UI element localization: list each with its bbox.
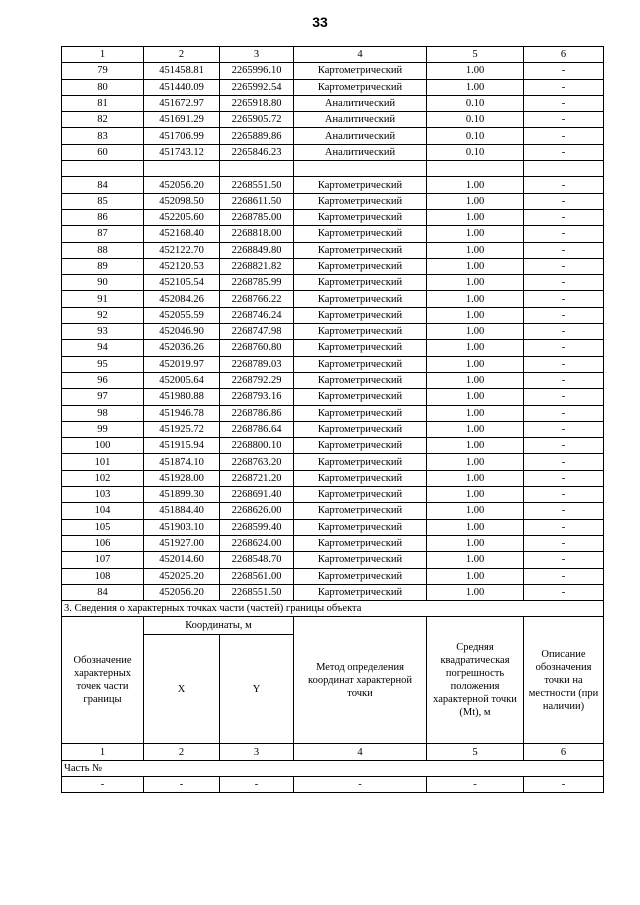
y-coordinate-cell: 2268551.50: [220, 177, 294, 193]
column-number-cell: 6: [524, 47, 604, 63]
table-row: [62, 324, 604, 340]
part-row: [62, 760, 604, 776]
x-coordinate-cell: 452098.50: [144, 193, 220, 209]
column-number-cell: 2: [144, 47, 220, 63]
column-number-row: [62, 744, 604, 760]
column-number-cell: 3: [220, 744, 294, 760]
page-number: 33: [312, 14, 328, 30]
empty-cell: [144, 161, 220, 177]
accuracy-cell: 1.00: [427, 79, 524, 95]
y-coordinate-cell: 2265905.72: [220, 112, 294, 128]
x-coordinate-cell: 451874.10: [144, 454, 220, 470]
method-cell: Картометрический: [294, 258, 427, 274]
point-number-cell: 86: [62, 209, 144, 225]
method-cell: Картометрический: [294, 63, 427, 79]
table-row: [62, 144, 604, 160]
y-coordinate-cell: 2265846.23: [220, 144, 294, 160]
description-cell: -: [524, 372, 604, 388]
designation-header: Обозначение характерных точек части границы: [62, 617, 144, 744]
accuracy-cell: 1.00: [427, 242, 524, 258]
accuracy-cell: 1.00: [427, 552, 524, 568]
y-coordinate-cell: 2268747.98: [220, 324, 294, 340]
table-row: [62, 470, 604, 486]
table-row: [62, 584, 604, 600]
description-cell: -: [524, 535, 604, 551]
description-cell: -: [524, 503, 604, 519]
table-row: [62, 226, 604, 242]
table-row: [62, 242, 604, 258]
table-row: [62, 356, 604, 372]
y-coordinate-cell: 2268721.20: [220, 470, 294, 486]
description-cell: -: [524, 275, 604, 291]
column-number-cell: 2: [144, 744, 220, 760]
separator-row: [62, 161, 604, 177]
y-coordinate-cell: 2265918.80: [220, 95, 294, 111]
table-row: [62, 438, 604, 454]
y-coordinate-cell: 2268821.82: [220, 258, 294, 274]
method-cell: Картометрический: [294, 454, 427, 470]
point-number-cell: 90: [62, 275, 144, 291]
point-number-cell: 84: [62, 177, 144, 193]
x-coordinate-cell: 451899.30: [144, 487, 220, 503]
y-coordinate-cell: 2268792.29: [220, 372, 294, 388]
x-coordinate-cell: 451915.94: [144, 438, 220, 454]
x-coordinate-cell: 451925.72: [144, 421, 220, 437]
method-cell: Картометрический: [294, 340, 427, 356]
y-coordinate-cell: 2268786.64: [220, 421, 294, 437]
method-cell: Картометрический: [294, 421, 427, 437]
y-coordinate-cell: 2268785.99: [220, 275, 294, 291]
point-number-cell: 103: [62, 487, 144, 503]
x-coordinate-cell: 452014.60: [144, 552, 220, 568]
accuracy-cell: 1.00: [427, 487, 524, 503]
x-coordinate-cell: 451928.00: [144, 470, 220, 486]
accuracy-cell: 1.00: [427, 324, 524, 340]
accuracy-cell: 1.00: [427, 372, 524, 388]
table-row: [62, 487, 604, 503]
column-number-cell: 6: [524, 744, 604, 760]
method-cell: Картометрический: [294, 552, 427, 568]
accuracy-cell: 1.00: [427, 177, 524, 193]
accuracy-cell: 1.00: [427, 454, 524, 470]
accuracy-cell: 1.00: [427, 291, 524, 307]
column-number-cell: 5: [427, 47, 524, 63]
accuracy-cell: 1.00: [427, 209, 524, 225]
y-coordinate-cell: -: [220, 776, 294, 792]
method-cell: Картометрический: [294, 535, 427, 551]
description-cell: -: [524, 405, 604, 421]
column-number-cell: 5: [427, 744, 524, 760]
accuracy-cell: 1.00: [427, 535, 524, 551]
x-coordinate-cell: 451946.78: [144, 405, 220, 421]
accuracy-cell: 1.00: [427, 307, 524, 323]
y-coordinate-cell: 2268551.50: [220, 584, 294, 600]
method-cell: Картометрический: [294, 389, 427, 405]
accuracy-cell: 1.00: [427, 258, 524, 274]
point-number-cell: 95: [62, 356, 144, 372]
y-coordinate-cell: 2268746.24: [220, 307, 294, 323]
y-coordinate-cell: 2268849.80: [220, 242, 294, 258]
description-cell: -: [524, 177, 604, 193]
point-number-cell: 105: [62, 519, 144, 535]
table-row: [62, 95, 604, 111]
section-header-row: [62, 617, 604, 635]
point-number-cell: 87: [62, 226, 144, 242]
table-row: [62, 519, 604, 535]
method-cell: Картометрический: [294, 438, 427, 454]
column-number-cell: 1: [62, 744, 144, 760]
description-cell: -: [524, 487, 604, 503]
method-cell: Картометрический: [294, 568, 427, 584]
x-coordinate-cell: -: [144, 776, 220, 792]
point-number-cell: 98: [62, 405, 144, 421]
x-coordinate-cell: 451458.81: [144, 63, 220, 79]
description-cell: -: [524, 552, 604, 568]
description-cell: -: [524, 79, 604, 95]
accuracy-cell: 1.00: [427, 389, 524, 405]
method-cell: Аналитический: [294, 112, 427, 128]
accuracy-cell: 1.00: [427, 584, 524, 600]
accuracy-cell: 1.00: [427, 356, 524, 372]
y-coordinate-cell: 2268691.40: [220, 487, 294, 503]
method-cell: -: [294, 776, 427, 792]
point-number-cell: 97: [62, 389, 144, 405]
table-row: [62, 535, 604, 551]
point-number-cell: 83: [62, 128, 144, 144]
point-number-cell: 80: [62, 79, 144, 95]
y-coordinate-cell: 2265992.54: [220, 79, 294, 95]
x-header: X: [144, 635, 220, 744]
point-number-cell: 88: [62, 242, 144, 258]
y-coordinate-cell: 2268766.22: [220, 291, 294, 307]
x-coordinate-cell: 451980.88: [144, 389, 220, 405]
table-row: [62, 291, 604, 307]
description-cell: -: [524, 568, 604, 584]
column-number-cell: 1: [62, 47, 144, 63]
description-cell: -: [524, 519, 604, 535]
empty-cell: [427, 161, 524, 177]
method-cell: Картометрический: [294, 307, 427, 323]
method-cell: Картометрический: [294, 405, 427, 421]
table-row: [62, 79, 604, 95]
description-cell: -: [524, 454, 604, 470]
method-cell: Картометрический: [294, 503, 427, 519]
description-cell: -: [524, 95, 604, 111]
method-cell: Картометрический: [294, 193, 427, 209]
empty-cell: [62, 161, 144, 177]
description-cell: -: [524, 340, 604, 356]
y-coordinate-cell: 2268760.80: [220, 340, 294, 356]
description-cell: -: [524, 421, 604, 437]
x-coordinate-cell: 452055.59: [144, 307, 220, 323]
description-cell: -: [524, 389, 604, 405]
accuracy-cell: 1.00: [427, 193, 524, 209]
accuracy-cell: 1.00: [427, 63, 524, 79]
x-coordinate-cell: 451884.40: [144, 503, 220, 519]
description-cell: -: [524, 193, 604, 209]
point-number-cell: 89: [62, 258, 144, 274]
description-cell: -: [524, 144, 604, 160]
method-cell: Аналитический: [294, 128, 427, 144]
y-coordinate-cell: 2268561.00: [220, 568, 294, 584]
column-number-cell: 4: [294, 47, 427, 63]
y-coordinate-cell: 2265996.10: [220, 63, 294, 79]
x-coordinate-cell: 452025.20: [144, 568, 220, 584]
table-row: [62, 209, 604, 225]
description-cell: -: [524, 258, 604, 274]
table-row: [62, 421, 604, 437]
y-coordinate-cell: 2268793.16: [220, 389, 294, 405]
point-number-cell: 100: [62, 438, 144, 454]
point-number-cell: 84: [62, 584, 144, 600]
x-coordinate-cell: 452005.64: [144, 372, 220, 388]
description-cell: -: [524, 356, 604, 372]
description-cell: -: [524, 584, 604, 600]
description-cell: -: [524, 776, 604, 792]
y-coordinate-cell: 2265889.86: [220, 128, 294, 144]
description-cell: -: [524, 242, 604, 258]
empty-cell: [220, 161, 294, 177]
description-cell: -: [524, 209, 604, 225]
accuracy-cell: 1.00: [427, 226, 524, 242]
description-cell: -: [524, 63, 604, 79]
y-coordinate-cell: 2268611.50: [220, 193, 294, 209]
point-number-cell: 93: [62, 324, 144, 340]
coordinates-header: Координаты, м: [144, 617, 294, 635]
x-coordinate-cell: 452046.90: [144, 324, 220, 340]
accuracy-cell: 0.10: [427, 95, 524, 111]
accuracy-header: Средняя квадратическая погрешность положения характерной точки (Mt), м: [427, 617, 524, 744]
point-number-cell: 82: [62, 112, 144, 128]
accuracy-cell: 1.00: [427, 340, 524, 356]
section-title: 3. Сведения о характерных точках части (частей) границы объекта: [62, 601, 604, 617]
point-number-cell: 92: [62, 307, 144, 323]
empty-data-row: [62, 776, 604, 792]
x-coordinate-cell: 452205.60: [144, 209, 220, 225]
accuracy-cell: 1.00: [427, 438, 524, 454]
method-cell: Картометрический: [294, 324, 427, 340]
method-cell: Картометрический: [294, 470, 427, 486]
table-row: [62, 454, 604, 470]
method-cell: Картометрический: [294, 356, 427, 372]
method-cell: Картометрический: [294, 177, 427, 193]
column-number-row: [62, 47, 604, 63]
accuracy-cell: 0.10: [427, 128, 524, 144]
x-coordinate-cell: 452036.26: [144, 340, 220, 356]
x-coordinate-cell: 451927.00: [144, 535, 220, 551]
y-coordinate-cell: 2268789.03: [220, 356, 294, 372]
section-title-row: [62, 601, 604, 617]
accuracy-cell: 1.00: [427, 503, 524, 519]
point-number-cell: 91: [62, 291, 144, 307]
x-coordinate-cell: 451903.10: [144, 519, 220, 535]
point-number-cell: 85: [62, 193, 144, 209]
y-coordinate-cell: 2268626.00: [220, 503, 294, 519]
accuracy-cell: 1.00: [427, 405, 524, 421]
method-cell: Картометрический: [294, 519, 427, 535]
y-coordinate-cell: 2268599.40: [220, 519, 294, 535]
method-cell: Картометрический: [294, 209, 427, 225]
table-row: [62, 389, 604, 405]
point-number-cell: 101: [62, 454, 144, 470]
column-number-cell: 4: [294, 744, 427, 760]
table-row: [62, 568, 604, 584]
x-coordinate-cell: 452056.20: [144, 177, 220, 193]
table-row: [62, 340, 604, 356]
x-coordinate-cell: 451440.09: [144, 79, 220, 95]
table-row: [62, 372, 604, 388]
point-number-cell: 96: [62, 372, 144, 388]
x-coordinate-cell: 452122.70: [144, 242, 220, 258]
coordinates-table: [61, 46, 604, 793]
point-number-cell: 106: [62, 535, 144, 551]
description-cell: -: [524, 307, 604, 323]
accuracy-cell: 1.00: [427, 519, 524, 535]
point-number-cell: 107: [62, 552, 144, 568]
description-cell: -: [524, 438, 604, 454]
x-coordinate-cell: 451743.12: [144, 144, 220, 160]
method-cell: Аналитический: [294, 144, 427, 160]
column-number-cell: 3: [220, 47, 294, 63]
table-row: [62, 193, 604, 209]
accuracy-cell: -: [427, 776, 524, 792]
x-coordinate-cell: 452056.20: [144, 584, 220, 600]
y-coordinate-cell: 2268786.86: [220, 405, 294, 421]
method-cell: Картометрический: [294, 79, 427, 95]
point-number-cell: 81: [62, 95, 144, 111]
table-row: [62, 405, 604, 421]
table-row: [62, 177, 604, 193]
description-header: Описание обозначения точки на местности (при наличии): [524, 617, 604, 744]
table-row: [62, 503, 604, 519]
x-coordinate-cell: 451672.97: [144, 95, 220, 111]
point-number-cell: 79: [62, 63, 144, 79]
description-cell: -: [524, 470, 604, 486]
method-cell: Картометрический: [294, 372, 427, 388]
method-header: Метод определения координат характерной точки: [294, 617, 427, 744]
description-cell: -: [524, 112, 604, 128]
accuracy-cell: 1.00: [427, 470, 524, 486]
empty-cell: [294, 161, 427, 177]
point-number-cell: 104: [62, 503, 144, 519]
y-coordinate-cell: 2268785.00: [220, 209, 294, 225]
y-coordinate-cell: 2268548.70: [220, 552, 294, 568]
method-cell: Картометрический: [294, 275, 427, 291]
table-row: [62, 63, 604, 79]
accuracy-cell: 1.00: [427, 568, 524, 584]
x-coordinate-cell: 452084.26: [144, 291, 220, 307]
accuracy-cell: 1.00: [427, 275, 524, 291]
table-row: [62, 552, 604, 568]
table-row: [62, 275, 604, 291]
description-cell: -: [524, 324, 604, 340]
accuracy-cell: 1.00: [427, 421, 524, 437]
y-header: Y: [220, 635, 294, 744]
accuracy-cell: 0.10: [427, 144, 524, 160]
description-cell: -: [524, 128, 604, 144]
point-number-cell: 108: [62, 568, 144, 584]
method-cell: Картометрический: [294, 242, 427, 258]
accuracy-cell: 0.10: [427, 112, 524, 128]
x-coordinate-cell: 452019.97: [144, 356, 220, 372]
x-coordinate-cell: 451706.99: [144, 128, 220, 144]
y-coordinate-cell: 2268763.20: [220, 454, 294, 470]
y-coordinate-cell: 2268800.10: [220, 438, 294, 454]
method-cell: Картометрический: [294, 291, 427, 307]
y-coordinate-cell: 2268818.00: [220, 226, 294, 242]
point-number-cell: 99: [62, 421, 144, 437]
point-number-cell: -: [62, 776, 144, 792]
method-cell: Аналитический: [294, 95, 427, 111]
table-row: [62, 307, 604, 323]
x-coordinate-cell: 452120.53: [144, 258, 220, 274]
method-cell: Картометрический: [294, 226, 427, 242]
point-number-cell: 60: [62, 144, 144, 160]
description-cell: -: [524, 226, 604, 242]
table-row: [62, 128, 604, 144]
point-number-cell: 102: [62, 470, 144, 486]
table-row: [62, 258, 604, 274]
method-cell: Картометрический: [294, 487, 427, 503]
table-row: [62, 112, 604, 128]
y-coordinate-cell: 2268624.00: [220, 535, 294, 551]
x-coordinate-cell: 452168.40: [144, 226, 220, 242]
x-coordinate-cell: 452105.54: [144, 275, 220, 291]
coordinates-table-body: [62, 47, 604, 793]
x-coordinate-cell: 451691.29: [144, 112, 220, 128]
description-cell: -: [524, 291, 604, 307]
empty-cell: [524, 161, 604, 177]
method-cell: Картометрический: [294, 584, 427, 600]
part-label: Часть №: [62, 760, 604, 776]
point-number-cell: 94: [62, 340, 144, 356]
